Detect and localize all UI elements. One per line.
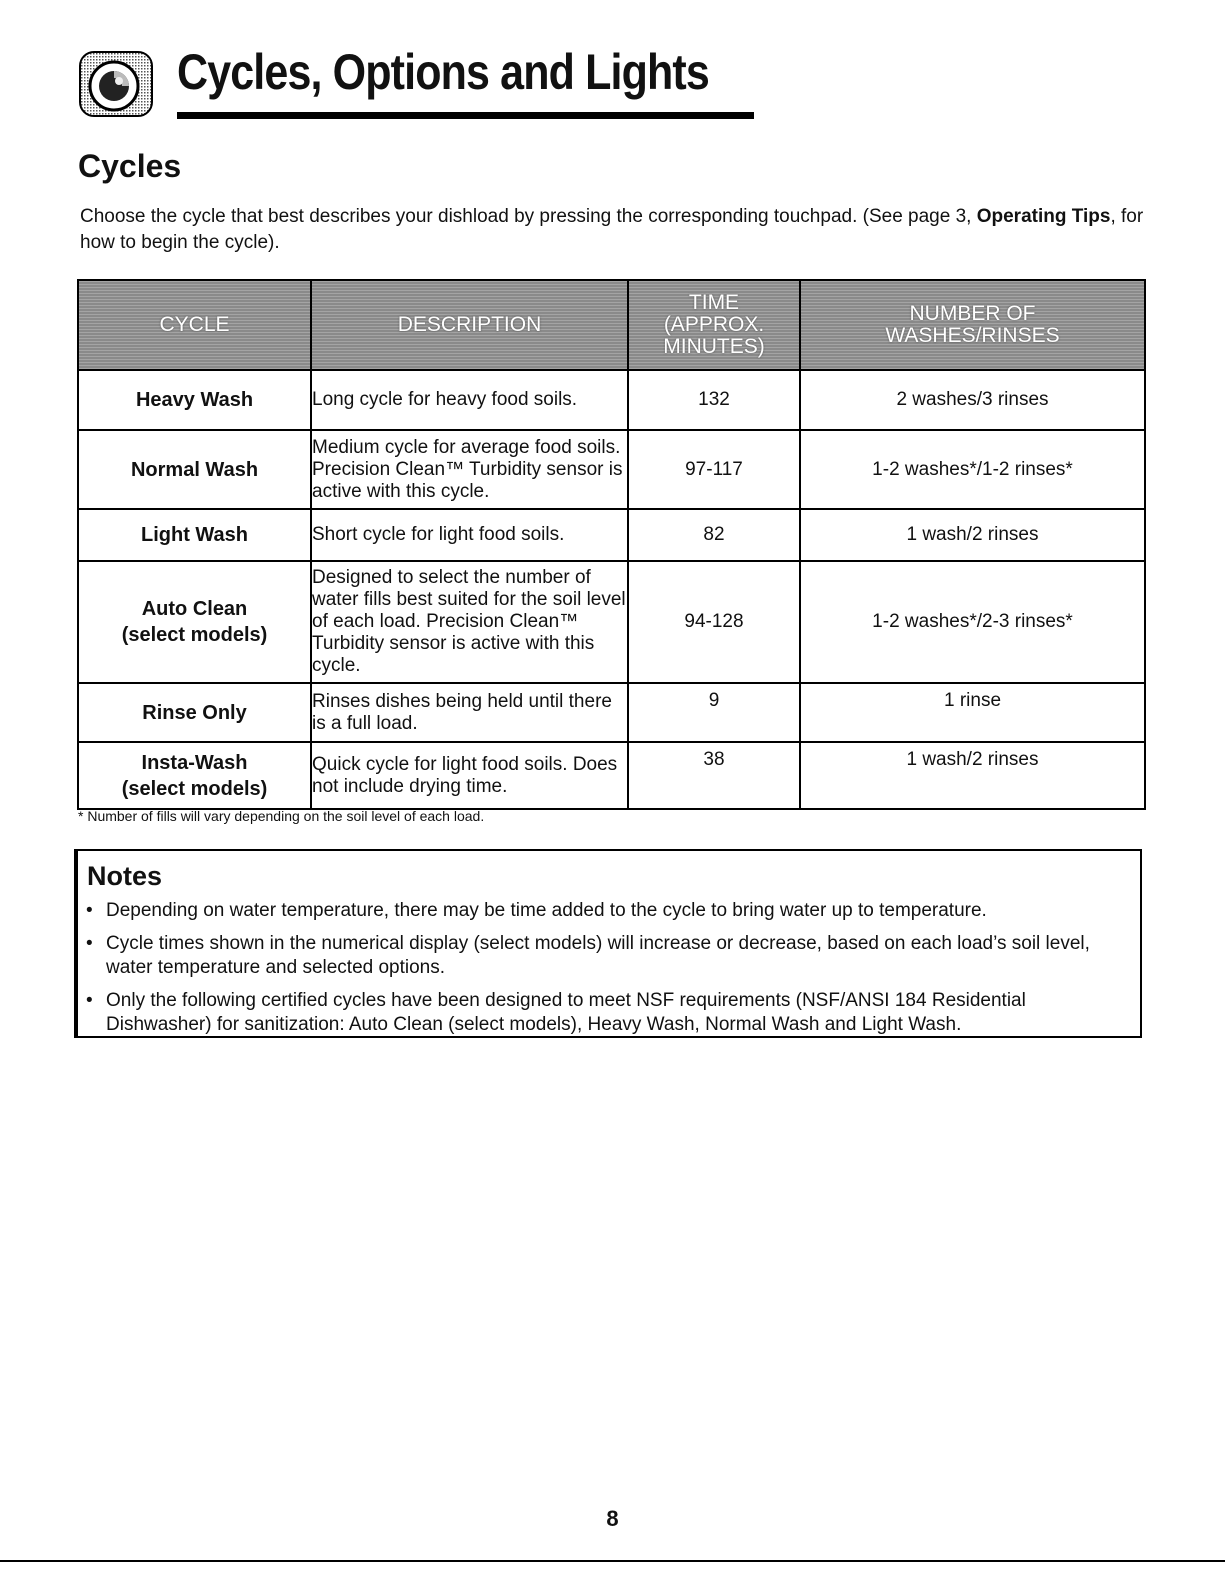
cycle-time: 82 xyxy=(628,509,800,561)
bullet-icon: • xyxy=(86,990,93,1011)
cycle-time: 94-128 xyxy=(628,561,800,683)
note-text: Cycle times shown in the numerical display (select models) will increase or decrease, based on each load’s soil level, water temperature and selected options. xyxy=(106,933,1090,978)
table-row xyxy=(78,509,1145,561)
dishwasher-knob-icon xyxy=(78,50,154,118)
cycle-name xyxy=(78,561,311,683)
header-time-line1: TIME xyxy=(688,291,740,314)
notes-heading: Notes xyxy=(87,861,163,891)
cycle-name xyxy=(78,370,311,430)
cycle-name-text: Heavy Wash xyxy=(135,389,254,411)
note-text: Depending on water temperature, there may be time added to the cycle to bring water up to temperature. xyxy=(106,900,987,921)
page-bottom-rule xyxy=(0,1560,1225,1562)
cycle-name-qualifier: (select models) xyxy=(121,624,268,646)
cycle-name xyxy=(78,509,311,561)
cycle-washes: 1 rinse xyxy=(800,683,1145,742)
cycle-description: Short cycle for light food soils. xyxy=(311,509,628,561)
list-item xyxy=(86,989,1132,1037)
list-item xyxy=(86,932,1132,980)
list-item xyxy=(86,899,1132,923)
cycle-name-text: Normal Wash xyxy=(130,458,259,481)
intro-bold-link: Operating Tips xyxy=(976,206,1111,227)
bullet-icon: • xyxy=(86,900,93,921)
cycle-washes: 2 washes/3 rinses xyxy=(800,370,1145,430)
section-heading: Cycles xyxy=(78,148,182,184)
table-header-row xyxy=(78,280,1145,370)
bullet-icon: • xyxy=(86,933,93,954)
header-time xyxy=(628,280,800,370)
intro-text-1: Choose the cycle that best describes your dishload by pressing the corresponding touchpad. (See page 3, xyxy=(80,206,977,227)
cycle-description: Medium cycle for average food soils. Precision Clean™ Turbidity sensor is active with this cycle. xyxy=(311,430,628,509)
cycle-name xyxy=(78,742,311,809)
header-cycle xyxy=(78,280,311,370)
cycle-washes: 1-2 washes*/2-3 rinses* xyxy=(800,561,1145,683)
header-washes-line2: WASHES/RINSES xyxy=(885,324,1060,347)
cycle-description: Quick cycle for light food soils. Does not include drying time. xyxy=(311,742,628,809)
table-row xyxy=(78,370,1145,430)
cycle-time: 9 xyxy=(628,683,800,742)
cycle-time: 97-117 xyxy=(628,430,800,509)
cycle-name-text: Light Wash xyxy=(140,524,249,546)
cycles-table xyxy=(77,279,1146,810)
page-number: 8 xyxy=(606,1506,619,1531)
header-description-label: DESCRIPTION xyxy=(397,313,542,336)
header-time-line3: MINUTES) xyxy=(663,335,765,358)
cycle-time: 132 xyxy=(628,370,800,430)
header-washes-line1: NUMBER OF xyxy=(909,302,1036,325)
header-washes xyxy=(800,280,1145,370)
title-underline xyxy=(177,112,754,119)
table-row xyxy=(78,430,1145,509)
page-title: Cycles, Options and Lights xyxy=(177,44,709,100)
cycle-name-qualifier: (select models) xyxy=(121,777,268,800)
cycle-washes: 1 wash/2 rinses xyxy=(800,742,1145,809)
cycle-description: Long cycle for heavy food soils. xyxy=(311,370,628,430)
cycle-description: Designed to select the number of water fills best suited for the soil level of each load. Precision Clean™ Turbidity sensor is active with this cycle. xyxy=(311,561,628,683)
cycle-name-text: Insta-Wash xyxy=(141,751,248,774)
table-row xyxy=(78,683,1145,742)
intro-paragraph xyxy=(80,204,1160,256)
notes-list xyxy=(86,899,1132,1046)
table-row xyxy=(78,561,1145,683)
page-header xyxy=(78,40,754,120)
cycle-name-text: Auto Clean xyxy=(141,598,248,620)
cycle-name xyxy=(78,430,311,509)
note-text: Only the following certified cycles have been designed to meet NSF requirements (NSF/ANSI 184 Residential Dishwasher) for sanitization: Auto Clean (select models), Heavy Wash, Normal Wash and Light Wash. xyxy=(106,990,1026,1035)
intro-text-2: , for how to begin the cycle). xyxy=(80,206,1144,253)
table-footnote: * Number of fills will vary depending on the soil level of each load. xyxy=(78,808,485,824)
header-time-line2: (APPROX. xyxy=(663,313,765,336)
cycle-time: 38 xyxy=(628,742,800,809)
table-row xyxy=(78,742,1145,809)
cycle-name-text: Rinse Only xyxy=(142,701,247,724)
cycle-description: Rinses dishes being held until there is a full load. xyxy=(311,683,628,742)
cycle-name xyxy=(78,683,311,742)
cycle-washes: 1-2 washes*/1-2 rinses* xyxy=(800,430,1145,509)
header-cycle-label: CYCLE xyxy=(159,313,230,336)
cycle-washes: 1 wash/2 rinses xyxy=(800,509,1145,561)
notes-box xyxy=(74,849,1142,1038)
header-description xyxy=(311,280,628,370)
